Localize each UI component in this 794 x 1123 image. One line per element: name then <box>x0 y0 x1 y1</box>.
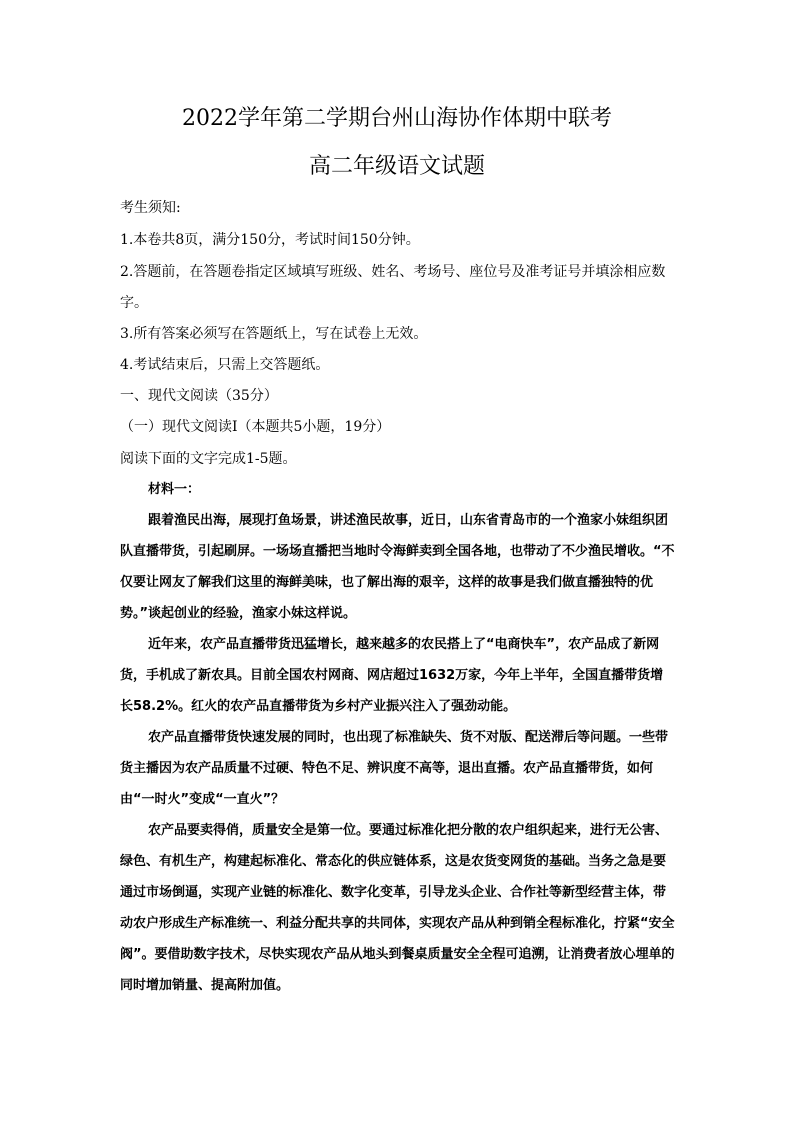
notice-item-3: 3.所有答案必须写在答题纸上，写在试卷上无效。 <box>120 326 428 342</box>
material-label: 材料一： <box>148 482 201 497</box>
exam-subtitle: 高二年级语文试题 <box>308 154 485 179</box>
notice-item-2-line-2: 字。 <box>120 295 148 311</box>
notice-item-4: 4.考试结束后，只需上交答题纸。 <box>120 357 330 373</box>
section-sub-heading: （一）现代文阅读Ⅰ（本题共5小题，19分） <box>120 419 391 435</box>
notice-item-2-line-1: 2.答题前，在答题卷指定区域填写班级、姓名、考场号、座位号及准考证号并填涂相应数 <box>120 264 666 280</box>
exam-title: 2022学年第二学期台州山海协作体期中联考 <box>182 106 612 131</box>
notice-item-1: 1.本卷共8页，满分150分，考试时间150分钟。 <box>120 232 420 248</box>
material-paragraph-4: 农产品要卖得俏，质量安全是第一位。要通过标准化把分散的农户组织起来，进行无公害、绿色、有机生产，构建起标准化、常态化的供应链体系，这是农货变网货的基础。当务之急是要通过市场倒逼，实现产业链的标准化、数字化变革，引导龙头企业、合作社等新型经营主体，带动农户形成生产标准统一、利益分配共享的共同体，实现农产品从种到销全程标准化，拧紧“安全阀”。要借助数字技术，尽快实现农产品从地头到餐桌质量安全全程可追溯，让消费者放心埋单的同时增加销量、提高附加值。 <box>120 823 675 993</box>
material-paragraph-1: 跟着渔民出海，展现打鱼场景，讲述渔民故事，近日，山东省青岛市的一个渔家小妹组织团队直播带货，引起刷屏。一场场直播把当地时令海鲜卖到全国各地，也带动了不少渔民增收。“不仅要让网友了解我们这里的海鲜美味，也了解出海的艰辛，这样的故事是我们做直播独特的优势。”谈起创业的经验，渔家小妹这样说。 <box>120 513 675 621</box>
material-body <box>120 505 676 1001</box>
notice-heading: 考生须知: <box>120 200 181 216</box>
section-heading: 一、现代文阅读（35分） <box>120 388 278 404</box>
material-paragraph-3: 农产品直播带货快速发展的同时，也出现了标准缺失、货不对版、配送滞后等问题。一些带货主播因为农产品质量不过硬、特色不足、辨识度不高等，退出直播。农产品直播带货，如何由“一时火”变成“一直火”？ <box>120 730 669 807</box>
reading-instruction: 阅读下面的文字完成1-5题。 <box>120 451 297 467</box>
material-paragraph-2: 近年来，农产品直播带货迅猛增长，越来越多的农民搭上了“电商快车”，农产品成了新网货，手机成了新农具。目前全国农村网商、网店超过1632万家，今年上半年，全国直播带货增长58.2%。红火的农产品直播带货为乡村产业振兴注入了强劲动能。 <box>120 637 664 714</box>
